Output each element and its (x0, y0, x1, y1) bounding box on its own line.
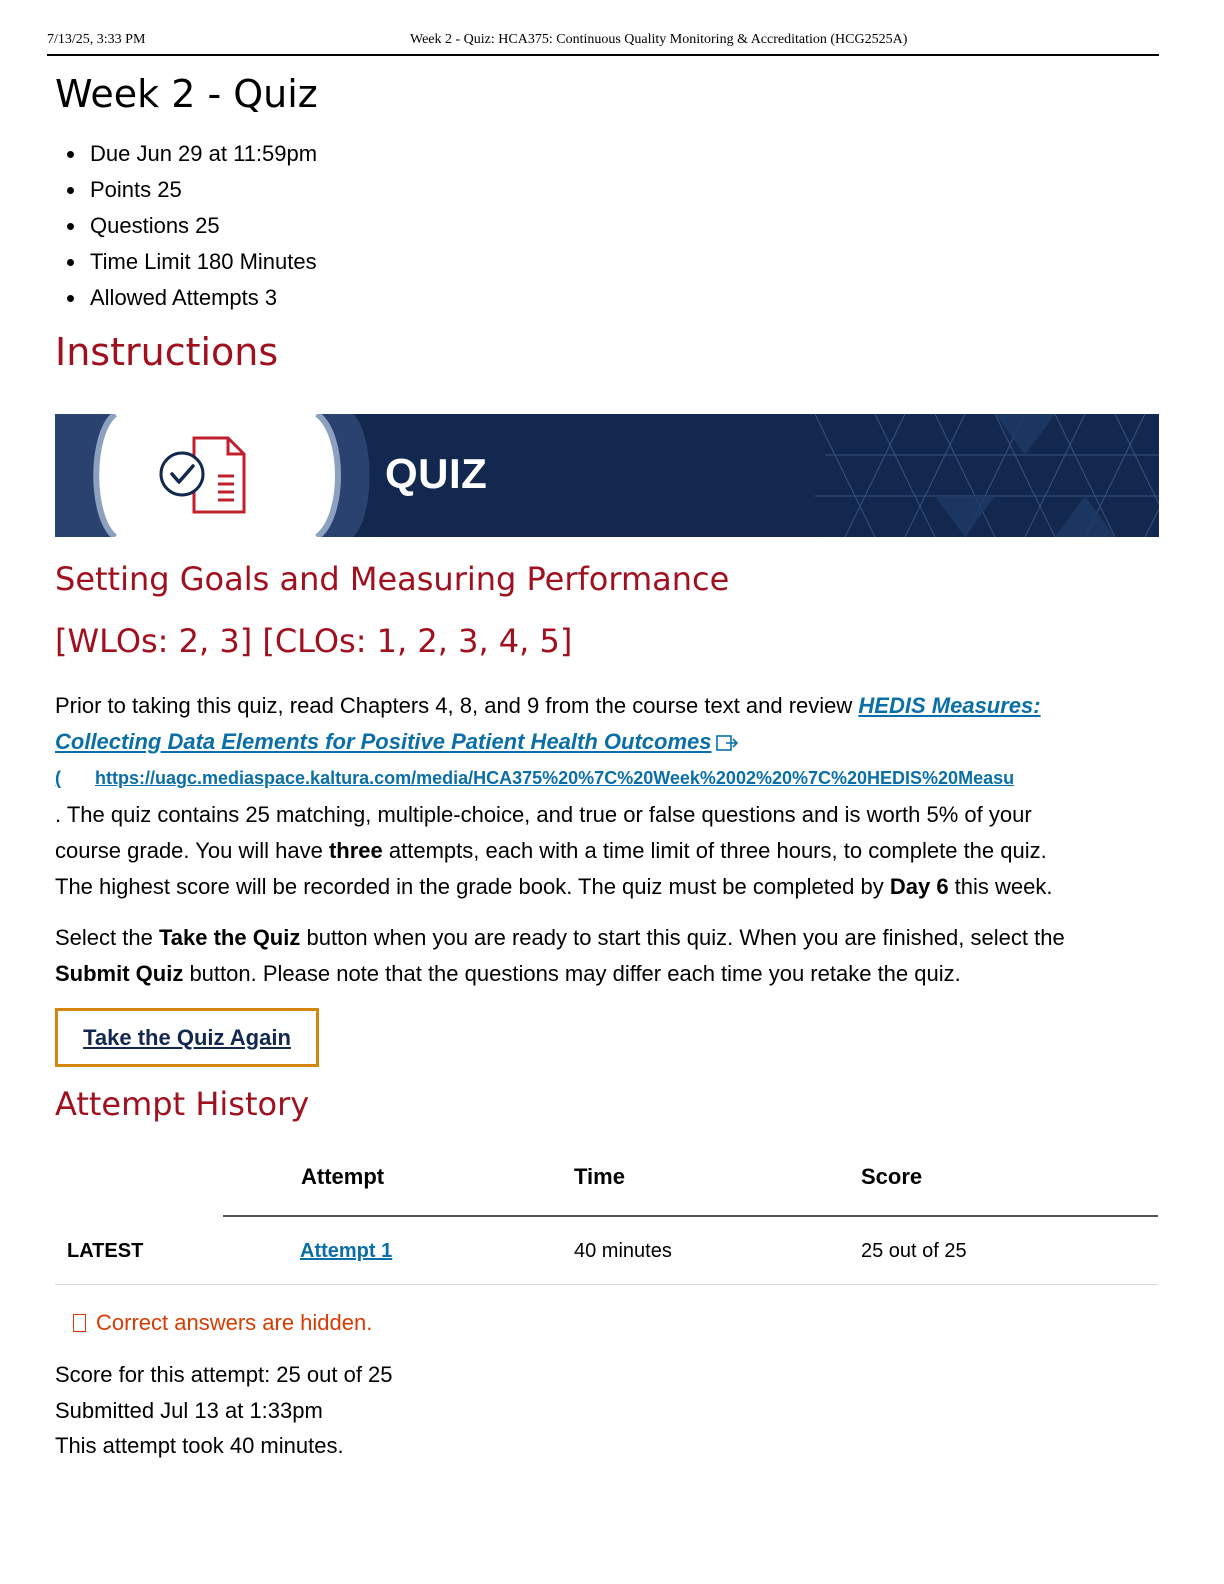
take-quiz-again-label: Take the Quiz Again (83, 1024, 291, 1050)
instructions-heading: Instructions (55, 330, 279, 374)
p2-part3: button. Please note that the questions may differ each time you retake the quiz. (183, 960, 961, 986)
para-line3-start: The highest score will be recorded in the grade book. The quiz must be completed by (55, 873, 890, 899)
hedis-link-part1[interactable]: HEDIS Measures: (858, 693, 1041, 718)
p2-part2: button when you are ready to start this quiz. When you are finished, select the (300, 925, 1065, 950)
quiz-document-check-icon (158, 434, 250, 518)
quiz-banner (55, 414, 1159, 537)
learning-outcomes-heading: [WLOs: 2, 3] [CLOs: 1, 2, 3, 4, 5] (55, 622, 573, 660)
url-prefix: ( (55, 768, 61, 789)
p2-part1: Select the (55, 925, 159, 950)
attempt-score: 25 out of 25 (861, 1240, 967, 1262)
goals-heading: Setting Goals and Measuring Performance (55, 560, 730, 598)
meta-due-text: Due Jun 29 at 11:59pm (90, 141, 318, 166)
attempt-time: 40 minutes (574, 1240, 672, 1262)
meta-questions-text: Questions 25 (90, 213, 220, 238)
meta-questions (55, 210, 317, 246)
col-header-attempt: Attempt (301, 1164, 385, 1189)
header-divider (223, 1215, 1158, 1217)
p2-bold-take-quiz: Take the Quiz (158, 925, 301, 950)
meta-time-limit-text: Time Limit 180 Minutes (90, 249, 317, 274)
meta-points (55, 174, 317, 210)
url-text: https://uagc.mediaspace.kaltura.com/media/HCA375%20%7C%20Week%2002%20%7C%20HEDIS%20Measu (95, 768, 1015, 789)
external-link-icon[interactable] (715, 733, 739, 753)
banner-label: QUIZ (385, 450, 488, 497)
bullet-icon (67, 151, 74, 158)
take-quiz-again-button[interactable] (55, 1008, 319, 1067)
notice-text: Correct answers are hidden. (96, 1310, 373, 1335)
p2-bold-submit-quiz: Submit Quiz (55, 960, 184, 986)
para-line2-start: course grade. You will have (55, 837, 329, 863)
meta-attempts-text: Allowed Attempts 3 (90, 285, 278, 310)
row-divider (55, 1284, 1158, 1285)
bullet-icon (67, 223, 74, 230)
page-title: Week 2 - Quiz (55, 72, 318, 116)
meta-time-limit (55, 246, 317, 282)
bold-day: Day 6 (889, 873, 949, 899)
attempt-1-link[interactable]: Attempt 1 (300, 1240, 393, 1262)
warning-icon (73, 1314, 86, 1332)
col-header-score: Score (861, 1164, 923, 1189)
hedis-link-part2[interactable]: Collecting Data Elements for Positive Patient Health Outcomes (55, 728, 712, 754)
print-date: 7/13/25, 3:33 PM (47, 32, 146, 47)
row-label-latest: LATEST (67, 1240, 144, 1262)
hedis-url-link[interactable] (55, 768, 1014, 788)
summary-duration: This attempt took 40 minutes. (55, 1433, 344, 1459)
attempt-summary (55, 1357, 393, 1464)
para-line2-end: attempts, each with a time limit of three hours, to complete the quiz. (382, 837, 1047, 863)
bullet-icon (67, 295, 74, 302)
correct-answers-notice (73, 1310, 372, 1336)
para-line-lead: . The quiz contains 25 matching, multiple-choice, and true or false questions and is worth 5% of your (55, 802, 1032, 828)
para-line3-end: this week. (948, 873, 1053, 899)
meta-attempts (55, 282, 317, 318)
para-intro: Prior to taking this quiz, read Chapters 4, 8, and 9 from the course text and review (55, 693, 859, 718)
meta-due (55, 138, 317, 174)
instructions-paragraph (55, 688, 1165, 904)
summary-submitted: Submitted Jul 13 at 1:33pm (55, 1397, 323, 1423)
bullet-icon (67, 259, 74, 266)
attempt-history-heading: Attempt History (55, 1085, 310, 1123)
summary-score: Score for this attempt: 25 out of 25 (55, 1362, 393, 1387)
print-header (47, 30, 1159, 52)
print-title: Week 2 - Quiz: HCA375: Continuous Quality Monitoring & Accreditation (HCG2525A) (410, 32, 908, 47)
submit-instructions-paragraph (55, 920, 1165, 991)
quiz-meta-list (55, 138, 317, 318)
meta-points-text: Points 25 (90, 177, 182, 202)
bold-three: three (328, 837, 383, 863)
header-rule (47, 54, 1159, 56)
col-header-time: Time (574, 1164, 625, 1189)
bullet-icon (67, 187, 74, 194)
